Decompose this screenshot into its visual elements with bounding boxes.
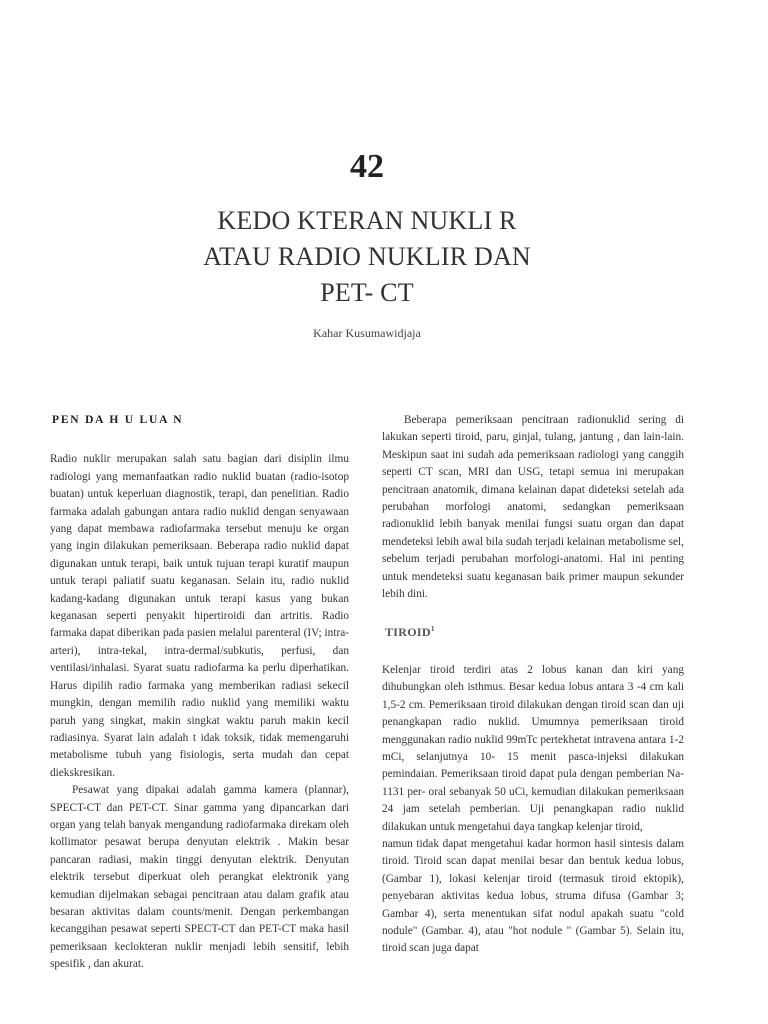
footnote-marker: 1: [430, 625, 435, 634]
author-name: Kahar Kusumawidjaja: [313, 326, 421, 340]
right-column: [382, 412, 684, 958]
imaging-paragraph: Beberapa pemeriksaan pencitraan radionuklid sering di lakukan seperti tiroid, paru, ginjal, tulang, jantung , dan lain-lain. Meskipun saat ini sudah ada pemeriksaan radiologi yang canggih seperti CT scan, MRI dan USG, tetapi semua ini merupakan pencitraan anatomik, dimana kelainan dapat dideteksi setelah ada perubahan morfologi anatomi, sedangkan pemeriksaan radionuklid lebih banyak menilai fungsi suatu organ dan dapat mendeteksi lebih awal bila sudah terjadi kelainan metabolisme sel, sebelum terjadi perubahan morfologi-anatomi. Hal ini penting untuk mendeteksi suatu keganasan baik primer maupun sekunder lebih dini.: [382, 414, 684, 601]
chapter-title-line-3: PET- CT: [320, 278, 414, 307]
chapter-title-line-1: KEDO KTERAN NUKLI R: [217, 206, 517, 235]
section-heading-pendahuluan: PEN DA H U LUA N: [52, 414, 184, 426]
section-heading-tiroid: [385, 621, 684, 641]
equipment-paragraph: Pesawat yang dipakai adalah gamma kamera (plannar), SPECT-CT dan PET-CT. Sinar gamma yang dipancarkan dari organ yang telah banyak mengandung radiofarmaka direkam oleh kollimator pesawat berupa denyutan elektrik . Makin besar pancaran radiasi, makin tinggi denyutan elektrik. Denyutan elektrik tersebut diperkuat oleh perangkat elektronik yang kemudian dijelmakan sebagai pencitraan atau dalam grafik atau besaran aktivitas dalam counts/menit. Dengan perkembangan kecanggihan pesawat seperti SPECT-CT dan PET-CT maka hasil pemeriksaan keclokteran nuklir menjadi lebih sensitif, lebih spesifik , dan akurat.: [50, 784, 349, 971]
chapter-number: 42: [350, 148, 384, 185]
tiroid-paragraph-2: namun tidak dapat mengetahui kadar hormon hasil sintesis dalam tiroid. Tiroid scan dapat menilai besar dan bentuk kedua lobus, (Gambar 1), lokasi kelenjar tiroid (termasuk tiroid ektopik), penyebaran aktivitas kedua lobus, struma difusa (Gambar 3; Gambar 4), serta menentukan sifat nodul apakah suatu "cold nodule" (Gambar. 4), atau "hot nodule " (Gambar 5). Selain itu, tiroid scan juga dapat: [382, 837, 684, 955]
intro-paragraph: Radio nuklir merupakan salah satu bagian dari disiplin ilmu radiologi yang memanfaatkan radio nuklid buatan (radio-isotop buatan) untuk keperluan diagnostik, terapi, dan penelitian. Radio farmaka adalah gabungan antara radio nuklid dengan senyawaan yang dapat membawa radiofarmaka tersebut menuju ke organ yang ingin dilakukan pemeriksaan. Beberapa radio nuklid dapat digunakan untuk terapi, baik untuk tujuan terapi kuratif maupun untuk terapi paliatif suatu keganasan. Selain itu, radio nuklid kadang-kadang digunakan untuk terapi kasus yang bukan keganasan seperti penyakit hipertiroidi dan artritis. Radio farmaka dapat diberikan pada pasien melalui parenteral (IV; intra-arteri), intra-tekal, intra-dermal/subkutis, perfusi, dan ventilasi/inhalasi. Syarat suatu radiofarma ka perlu diperhatikan. Harus dipilih radio farmaka yang memberikan radiasi sekecil mungkin, dengan memilih radio nuklid yang memiliki waktu paruh yang singkat, makin singkat waktu paruh makin kecil radiasinya. Syarat lain adalah t idak toksik, tidak memengaruhi metabolisme tubuh yang fisiologis, serta mudah dan cepat diekskresikan.: [50, 453, 349, 779]
left-column: [50, 412, 349, 974]
tiroid-paragraph-1: Kelenjar tiroid terdiri atas 2 lobus kanan dan kiri yang dihubungkan oleh isthmus. Besar kedua lobus antara 3 -4 cm kali 1,5-2 cm. Pemeriksaan tiroid dilakukan dengan tiroid scan dan uji penangkapan radio nuklid. Umumnya pemeriksaan tiroid menggunakan radio nuklid 99mTc pertekhetat intravena antara 1-2 mCi, selanjutnya 10- 15 menit pasca-injeksi dilakukan pemindaian. Pemeriksaan tiroid dapat pula dengan pemberian Na-1131 per- oral sebanyak 50 uCi, kemudian dilakukan pemeriksaan 24 jam setelah pemberian. Uji penangkapan radio nuklid dilakukan untuk mengetahui daya tangkap kelenjar tiroid,: [382, 663, 684, 833]
tiroid-heading-text: TIROID: [385, 625, 431, 640]
chapter-title-line-2: ATAU RADIO NUKLIR DAN: [203, 242, 531, 271]
chapter-title: [0, 203, 734, 311]
